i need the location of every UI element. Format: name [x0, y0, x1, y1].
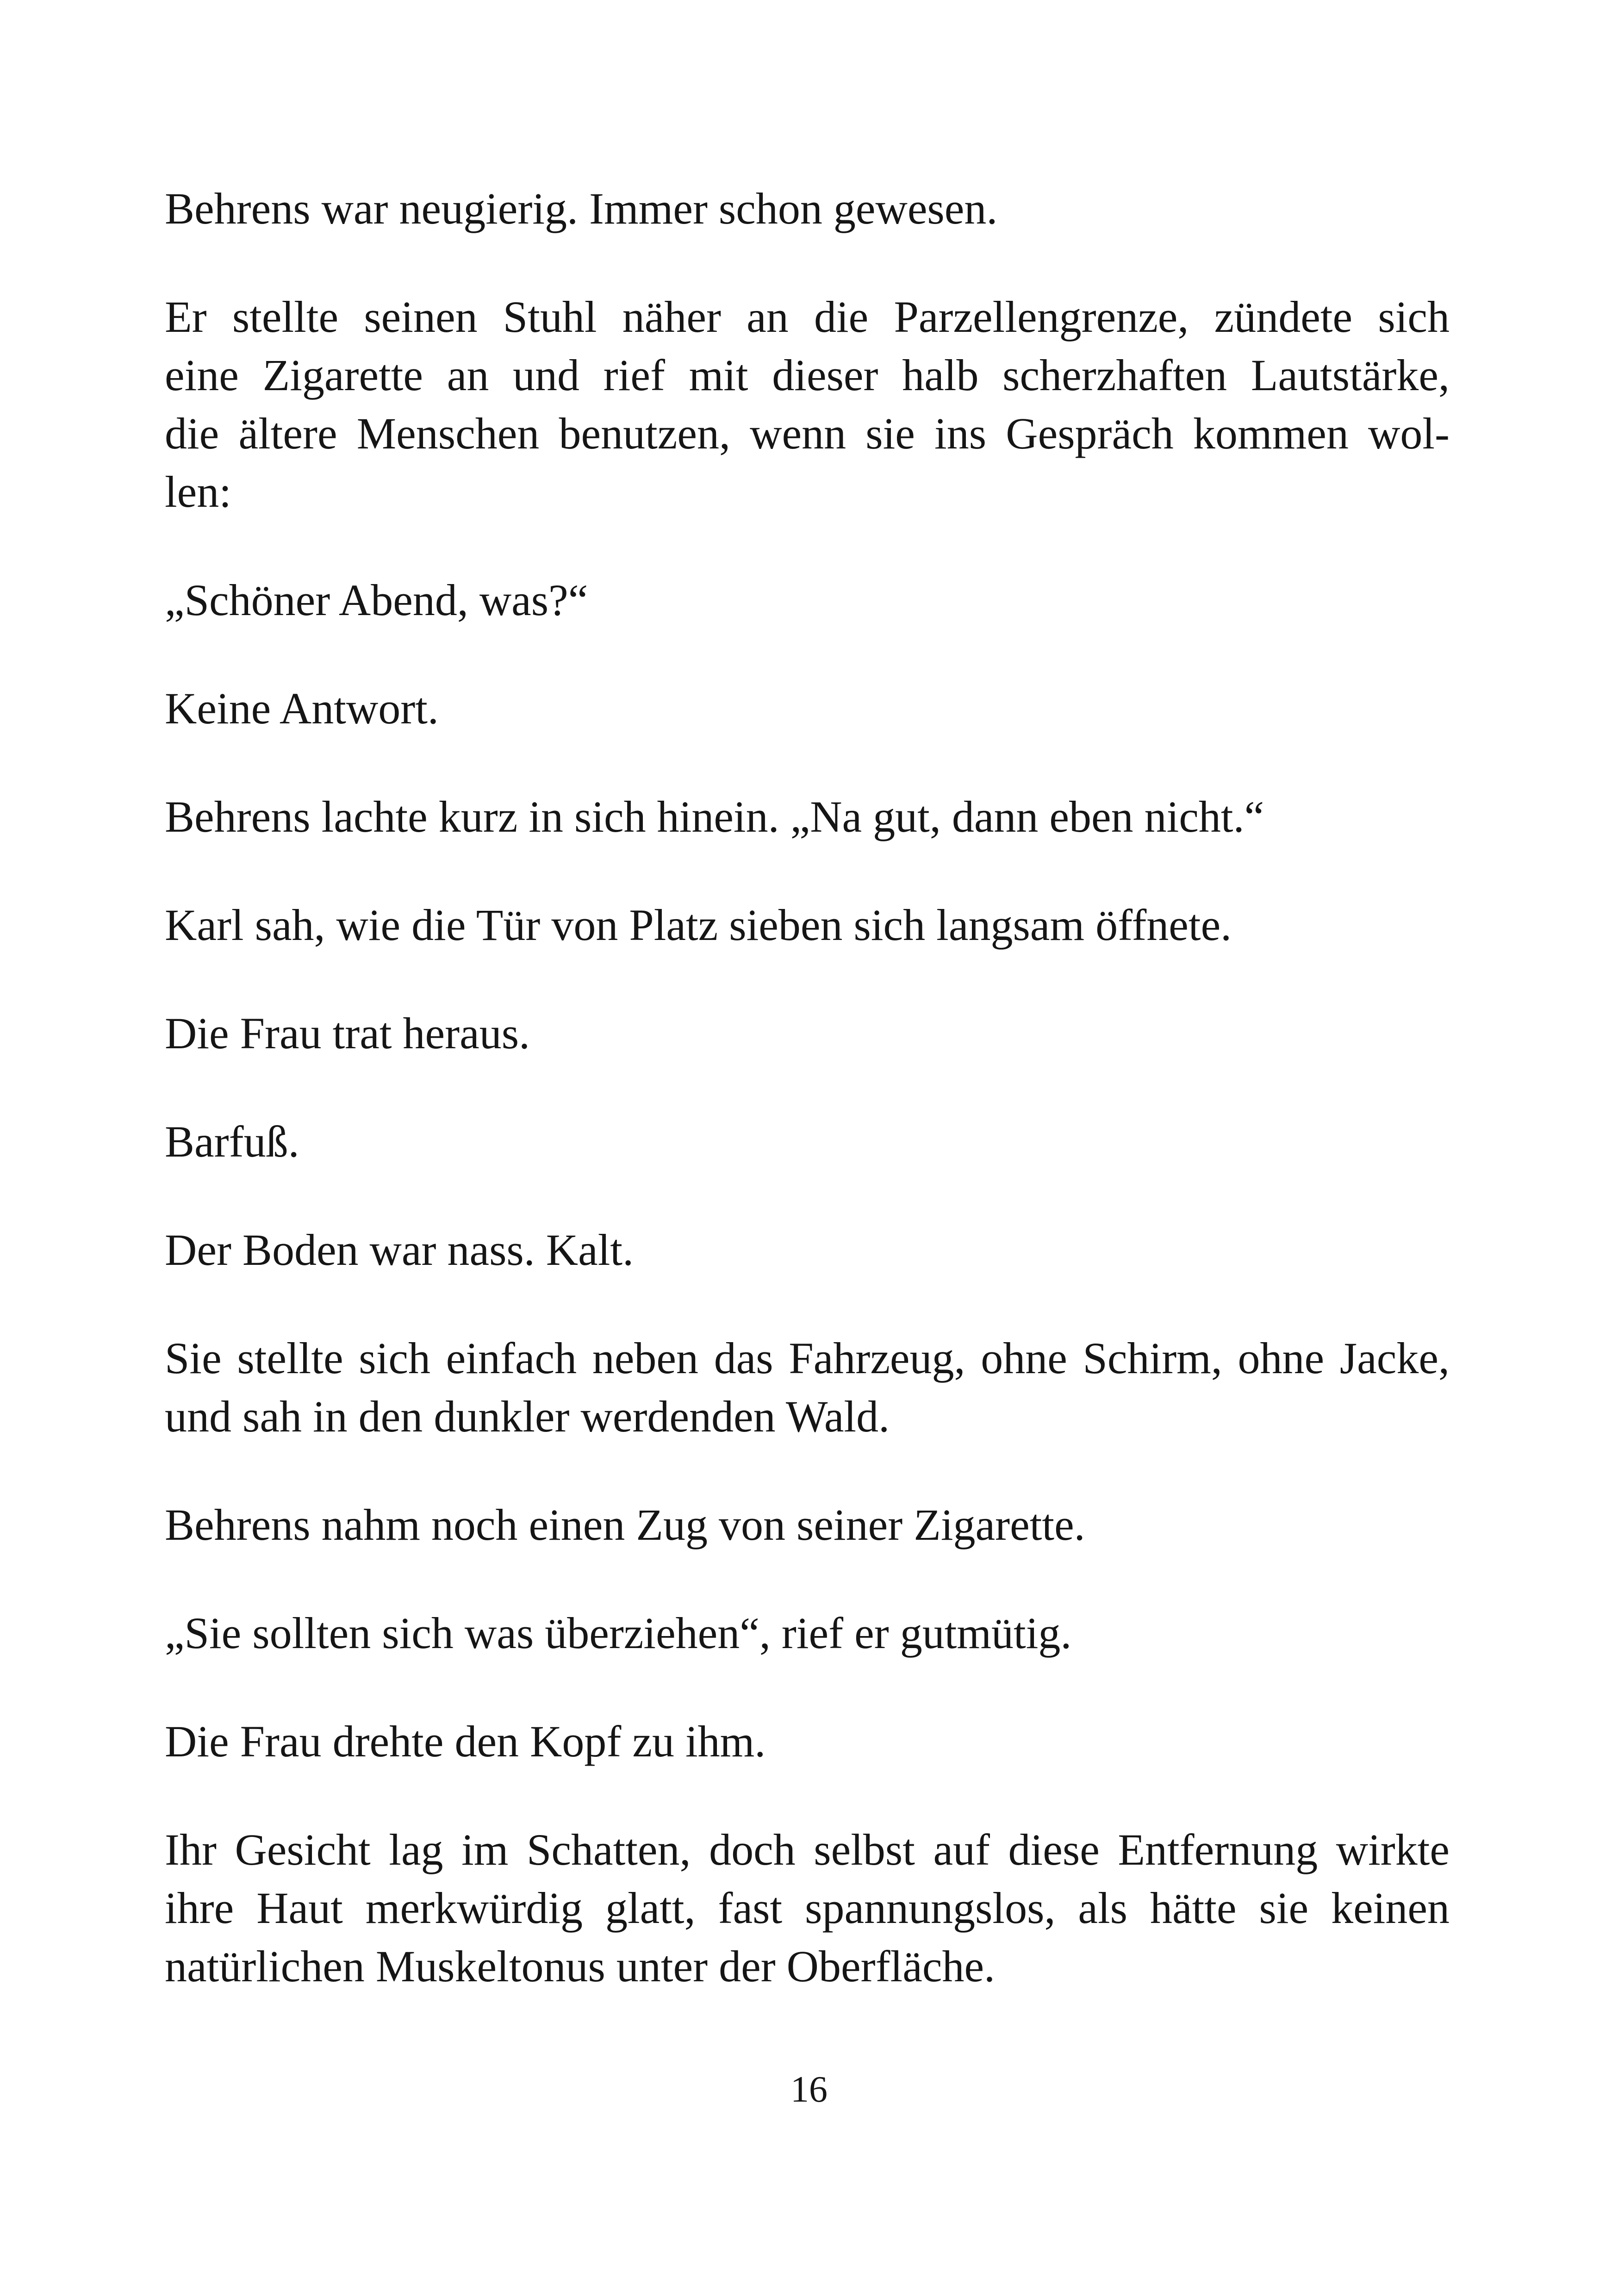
- text-line: die ältere Menschen benutzen, wenn sie ins Gespräch kommen wol-: [165, 409, 1450, 458]
- paragraph: [165, 180, 1450, 238]
- paragraph: [165, 1329, 1450, 1446]
- paragraph: [165, 896, 1450, 954]
- paragraph: [165, 1113, 1450, 1171]
- text-line: Keine Antwort.: [165, 684, 439, 733]
- text-line: „Schöner Abend, was?“: [165, 575, 588, 625]
- text-line: Die Frau drehte den Kopf zu ihm.: [165, 1717, 766, 1766]
- text-line: Barfuß.: [165, 1117, 299, 1166]
- paragraph: [165, 1712, 1450, 1771]
- paragraph: [165, 1496, 1450, 1554]
- text-line: len:: [165, 467, 231, 516]
- text-line: Sie stellte sich einfach neben das Fahrzeug, ohne Schirm, ohne Jacke,: [165, 1333, 1450, 1383]
- paragraph: [165, 571, 1450, 629]
- text-line: eine Zigarette an und rief mit dieser halb scherzhaften Lautstärke,: [165, 350, 1450, 400]
- text-line: natürlichen Muskeltonus unter der Oberfläche.: [165, 1941, 996, 1991]
- paragraph: [165, 1821, 1450, 1996]
- page-number: 16: [790, 2069, 828, 2110]
- text-line: Ihr Gesicht lag im Schatten, doch selbst auf diese Entfernung wirkte: [165, 1825, 1450, 1874]
- paragraph: [165, 288, 1450, 521]
- text-line: Behrens war neugierig. Immer schon gewesen.: [165, 184, 998, 233]
- text-line: Behrens nahm noch einen Zug von seiner Zigarette.: [165, 1500, 1085, 1549]
- text-line: Behrens lachte kurz in sich hinein. „Na gut, dann eben nicht.“: [165, 792, 1264, 841]
- text-line: ihre Haut merkwürdig glatt, fast spannungslos, als hätte sie keinen: [165, 1883, 1450, 1933]
- paragraph: [165, 679, 1450, 738]
- text-line: und sah in den dunkler werdenden Wald.: [165, 1392, 890, 1441]
- text-line: Karl sah, wie die Tür von Platz sieben sich langsam öffnete.: [165, 900, 1232, 950]
- paragraph: [165, 1221, 1450, 1279]
- text-line: Er stellte seinen Stuhl näher an die Parzellengrenze, zündete sich: [165, 292, 1450, 342]
- text-line: Der Boden war nass. Kalt.: [165, 1225, 634, 1275]
- paragraph: [165, 1604, 1450, 1662]
- text-line: „Sie sollten sich was überziehen“, rief er gutmütig.: [165, 1608, 1072, 1658]
- text-line: Die Frau trat heraus.: [165, 1008, 530, 1058]
- paragraph: [165, 1004, 1450, 1063]
- paragraph: [165, 788, 1450, 846]
- body-text: [165, 180, 1450, 2046]
